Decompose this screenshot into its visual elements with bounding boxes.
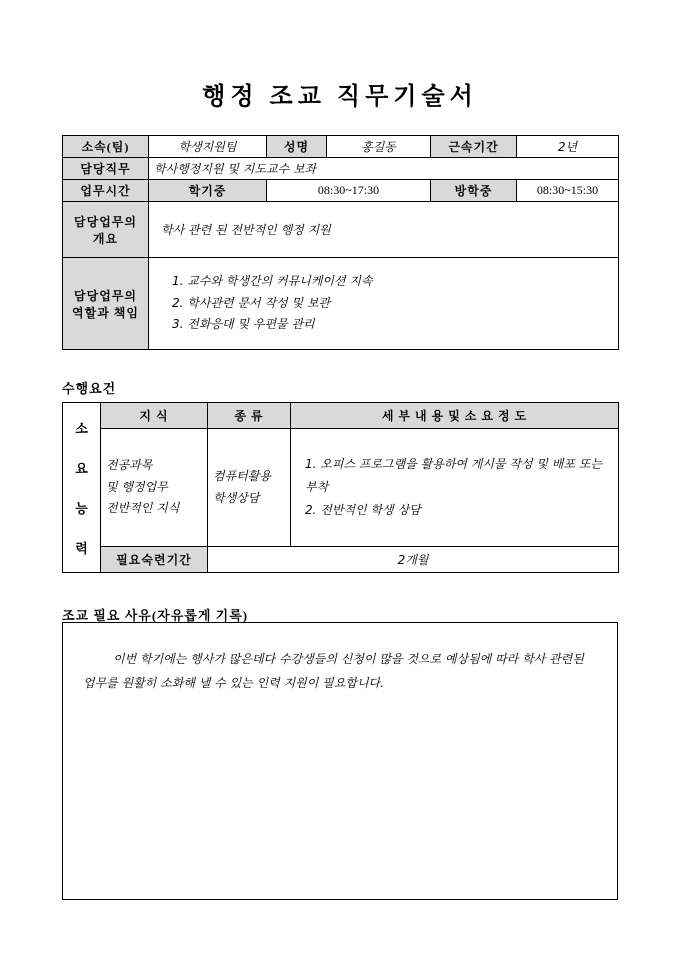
- info-table: [62, 135, 619, 350]
- name-label-cell: 성명: [267, 136, 327, 158]
- duty-label-cell: 담당직무: [63, 158, 149, 180]
- knowledge-header-cell: 지 식: [101, 403, 208, 429]
- type-value-cell: [208, 429, 291, 547]
- section-heading-reason: 조교 필요 사유(자유롭게 기록): [62, 608, 249, 623]
- vacation-label-cell: 방학중: [431, 180, 517, 202]
- page-title: 행정 조교 직무기술서: [202, 84, 478, 110]
- overview-label-cell: 담당업무의 개요: [63, 202, 149, 258]
- hours-label-cell: 업무시간: [63, 180, 149, 202]
- overview-value-cell: 학사 관련 된 전반적인 행정 지원: [149, 202, 619, 258]
- semester-label-cell: 학기중: [149, 180, 267, 202]
- knowledge-line: 및 행정업무: [106, 479, 168, 494]
- ability-vertical-cell: [63, 403, 101, 573]
- knowledge-line: 전공과목: [106, 458, 153, 473]
- period-value-cell: 2개월: [208, 547, 619, 573]
- requirements-table: [62, 402, 619, 573]
- roles-label-cell: 담당업무의 역할과 책임: [63, 258, 149, 350]
- role-line: 1. 교수와 학생간의 커뮤니케이션 지속: [172, 274, 373, 289]
- detail-value-cell: [291, 429, 619, 547]
- type-line: 컴퓨터활용: [213, 468, 271, 483]
- vacation-value-cell: 08:30~15:30: [517, 180, 619, 202]
- role-line: 2. 학사관련 문서 작성 및 보관: [172, 295, 331, 310]
- affiliation-label-cell: 소속(팀): [63, 136, 149, 158]
- name-value-cell: 홍길동: [327, 136, 431, 158]
- period-label-cell: 필요숙련기간: [101, 547, 208, 573]
- type-line: 학생상담: [213, 490, 260, 505]
- detail-line: 2. 전반적인 학생 상담: [305, 502, 421, 517]
- duty-value-cell: 학사행정지원 및 지도교수 보좌: [149, 158, 619, 180]
- ability-char: 능: [75, 501, 88, 516]
- type-header-cell: 종 류: [208, 403, 291, 429]
- reason-box: [62, 622, 618, 900]
- ability-char: 력: [75, 541, 88, 556]
- tenure-label-cell: 근속기간: [431, 136, 517, 158]
- knowledge-value-cell: [101, 429, 208, 547]
- reason-text: 이번 학기에는 행사가 많은데다 수강생들의 신청이 많을 것으로 예상됨에 따라 학사 관련된 업무를 원활히 소화해 낼 수 있는 인력 지원이 필요합니다.: [83, 652, 584, 690]
- semester-value-cell: 08:30~17:30: [267, 180, 431, 202]
- section-heading-requirements: 수행요건: [62, 381, 117, 396]
- ability-char-stack: [63, 408, 100, 568]
- affiliation-value-cell: 학생지원팀: [149, 136, 267, 158]
- roles-value-cell: [149, 258, 619, 350]
- knowledge-line: 전반적인 지식: [106, 501, 180, 516]
- role-line: 3. 전화응대 및 우편물 관리: [172, 317, 315, 332]
- ability-char: 소: [75, 421, 88, 436]
- ability-char: 요: [75, 461, 88, 476]
- detail-line: 1. 오피스 프로그램을 활용하여 게시물 작성 및 배포 또는 부착: [305, 457, 602, 495]
- tenure-value-cell: 2년: [517, 136, 619, 158]
- detail-header-cell: 세 부 내 용 및 소 요 정 도: [291, 403, 619, 429]
